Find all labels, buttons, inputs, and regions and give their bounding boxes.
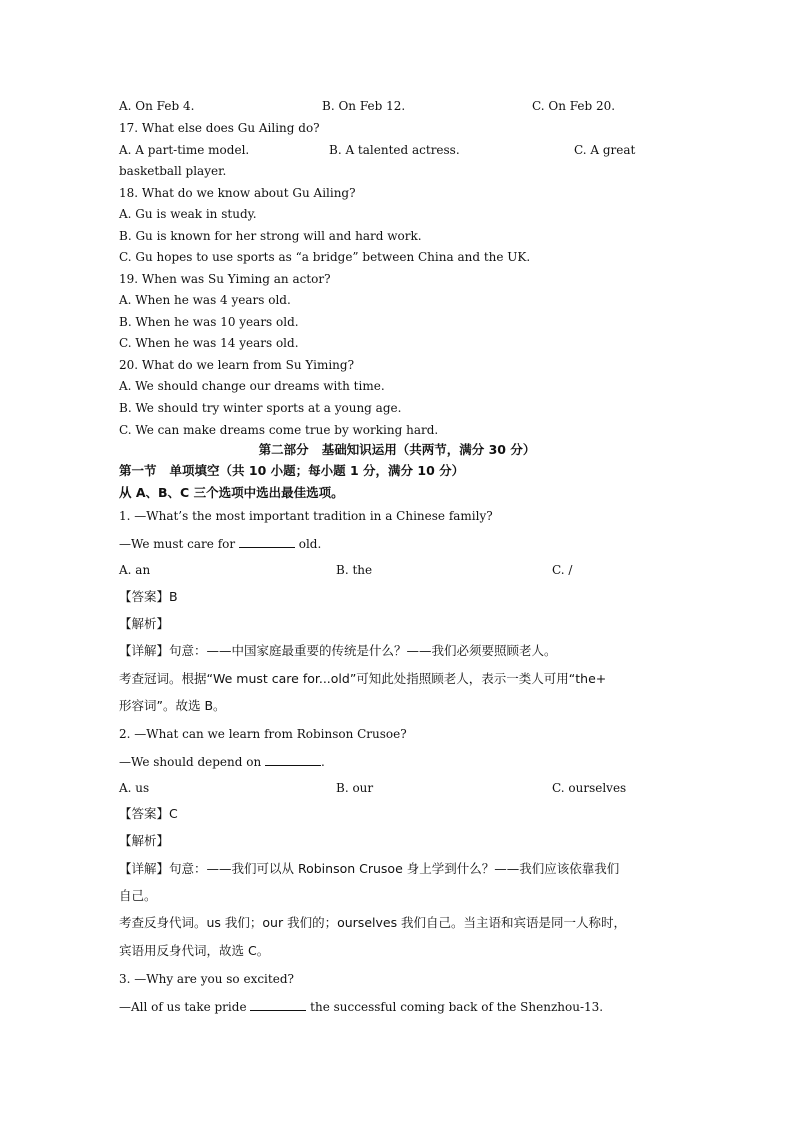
item2-answer-line bbox=[119, 753, 325, 770]
q20-option-b: B. We should try winter sports at a young age. bbox=[119, 401, 402, 415]
item3-blank bbox=[250, 998, 306, 1011]
item1-option-b: B. the bbox=[336, 563, 373, 577]
item2-answer-pre: —We should depend on bbox=[119, 755, 266, 769]
item2-option-c: C. ourselves bbox=[552, 781, 627, 795]
item2-detail-1: 【详解】句意：——我们可以从 Robinson Crusoe 身上学到什么？——我们应该依靠我们 bbox=[119, 861, 620, 876]
item1-answer-line bbox=[119, 535, 321, 552]
q17-question: 17. What else does Gu Ailing do? bbox=[119, 121, 320, 135]
q18-option-a: A. Gu is weak in study. bbox=[119, 207, 257, 221]
q17-option-b: B. A talented actress. bbox=[329, 143, 460, 157]
q19-option-a: A. When he was 4 years old. bbox=[119, 293, 291, 307]
q20-question: 20. What do we learn from Su Yiming? bbox=[119, 358, 355, 372]
q16-option-c: C. On Feb 20. bbox=[532, 99, 616, 113]
item1-key: 【答案】B bbox=[119, 589, 178, 604]
q19-option-b: B. When he was 10 years old. bbox=[119, 315, 299, 329]
item2-analysis-label: 【解析】 bbox=[119, 833, 170, 848]
q17-option-c: C. A great bbox=[574, 143, 636, 157]
item1-blank bbox=[239, 535, 295, 548]
item3-answer-line bbox=[119, 998, 603, 1015]
section1-instruction: 从 A、B、C 三个选项中选出最佳选项。 bbox=[119, 485, 344, 500]
q18-question: 18. What do we know about Gu Ailing? bbox=[119, 186, 356, 200]
item1-analysis-label: 【解析】 bbox=[119, 616, 170, 631]
q18-option-b: B. Gu is known for her strong will and hard work. bbox=[119, 229, 422, 243]
q19-option-c: C. When he was 14 years old. bbox=[119, 336, 299, 350]
q17-option-c-continued: basketball player. bbox=[119, 164, 227, 178]
item1-detail: 【详解】句意：——中国家庭最重要的传统是什么？——我们必须要照顾老人。 bbox=[119, 643, 557, 658]
item2-answer-post: . bbox=[321, 755, 325, 769]
item2-option-b: B. our bbox=[336, 781, 374, 795]
item2-blank bbox=[265, 753, 321, 766]
q16-option-a: A. On Feb 4. bbox=[119, 99, 195, 113]
item1-answer-post: old. bbox=[294, 537, 322, 551]
item2-detail-2: 自己。 bbox=[119, 888, 157, 903]
q19-question: 19. When was Su Yiming an actor? bbox=[119, 272, 331, 286]
q20-option-c: C. We can make dreams come true by working hard. bbox=[119, 423, 439, 437]
item2-option-a: A. us bbox=[119, 781, 150, 795]
item3-question: 3. —Why are you so excited? bbox=[119, 972, 294, 986]
item1-option-a: A. an bbox=[119, 563, 151, 577]
item2-explanation-1: 考查反身代词。us 我们；our 我们的；ourselves 我们自己。当主语和宾语是同一人称时， bbox=[119, 915, 627, 930]
item1-explanation-2: 形容词”。故选 B。 bbox=[119, 698, 226, 713]
item1-explanation-1: 考查冠词。根据“We must care for...old”可知此处指照顾老人，表示一类人可用“the+ bbox=[119, 671, 607, 686]
item1-question: 1. —What’s the most important tradition in a Chinese family? bbox=[119, 509, 493, 523]
q18-option-c: C. Gu hopes to use sports as “a bridge” between China and the UK. bbox=[119, 250, 531, 264]
section1-title: 第一节 单项填空（共 10 小题；每小题 1 分，满分 10 分） bbox=[119, 463, 465, 478]
item2-key: 【答案】C bbox=[119, 806, 178, 821]
q16-option-b: B. On Feb 12. bbox=[322, 99, 406, 113]
item3-answer-post: the successful coming back of the Shenzhou-13. bbox=[306, 1000, 604, 1014]
q20-option-a: A. We should change our dreams with time. bbox=[119, 379, 385, 393]
item2-explanation-2: 宾语用反身代词，故选 C。 bbox=[119, 943, 270, 958]
q17-option-a: A. A part-time model. bbox=[119, 143, 250, 157]
item3-answer-pre: —All of us take pride bbox=[119, 1000, 251, 1014]
item2-question: 2. —What can we learn from Robinson Crusoe? bbox=[119, 727, 407, 741]
item1-option-c: C. / bbox=[552, 563, 573, 577]
part2-title: 第二部分 基础知识运用（共两节，满分 30 分） bbox=[258, 442, 536, 457]
item1-answer-pre: —We must care for bbox=[119, 537, 239, 551]
